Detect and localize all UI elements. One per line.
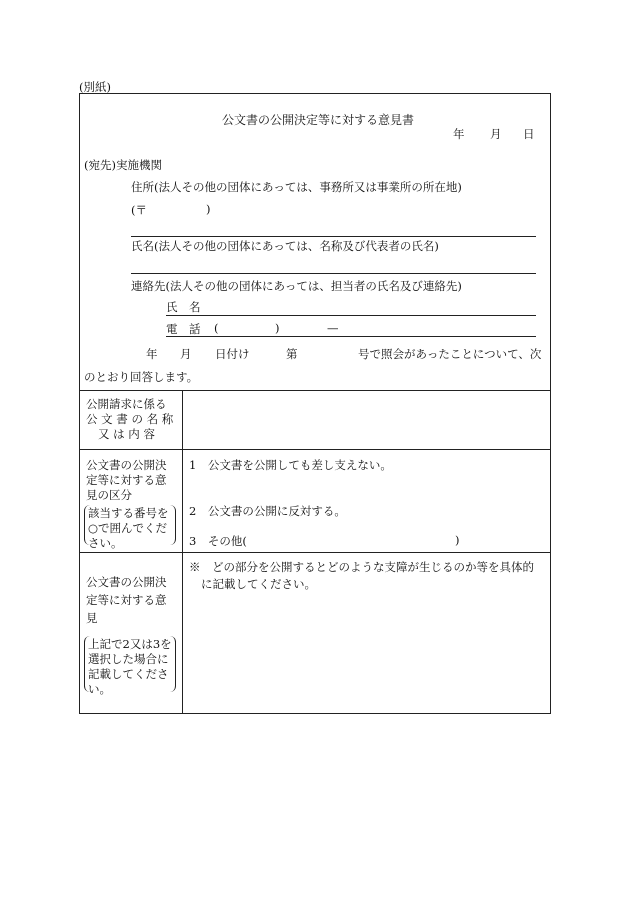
contact-person-label: 氏 名 [166, 300, 201, 314]
date-month: 月 [490, 127, 502, 141]
reference-line1-tail: 号で照会があったことについて、次 [358, 347, 542, 361]
phone-dash: — [327, 321, 339, 335]
column-divider [182, 390, 183, 714]
classification-note: 該当する番号を○で囲んでください。 [84, 505, 176, 545]
name-label: 氏名(法人その他の団体にあっては、名称及び代表者の氏名) [131, 239, 439, 253]
contact-phone-label: 電 話 [166, 322, 201, 336]
opinion-label-2: 定等に対する意 [86, 593, 167, 607]
reference-year: 年 [146, 347, 158, 361]
option-3: 3 その他( [189, 534, 247, 548]
date-day: 日 [523, 127, 535, 141]
option-1: 1 公文書を公開しても差し支えない。 [189, 458, 392, 472]
phone-open: ( [214, 321, 219, 335]
classification-label-2: 定等に対する意 [86, 473, 167, 487]
doc-name-label-1: 公開請求に係る [86, 397, 167, 411]
reference-dated: 日付け [215, 347, 250, 361]
contact-phone-line [166, 336, 536, 337]
classification-label-1: 公文書の公開決 [86, 458, 167, 472]
opinion-note: 上記で2又は3を選択した場合に記載してください。 [84, 636, 176, 692]
postal-open: (〒 [131, 203, 147, 217]
option-2: 2 公文書の公開に反対する。 [189, 504, 346, 518]
address-label: 住所(法人その他の団体にあっては、事務所又は事業所の所在地) [131, 180, 462, 194]
reference-line2: のとおり回答します。 [84, 370, 199, 384]
postal-close: ) [206, 202, 211, 216]
opinion-label-1: 公文書の公開決 [86, 575, 167, 589]
address-line [131, 236, 536, 237]
classification-label-3: 見の区分 [86, 488, 132, 502]
opinion-instruction-2: に記載してください。 [201, 577, 316, 591]
annex-label: (別紙) [79, 80, 111, 94]
doc-name-label-2: 公 文 書 の 名 称 [86, 412, 174, 426]
opinion-label-3: 見 [86, 611, 98, 625]
row-divider-2 [79, 552, 551, 553]
name-line [131, 273, 536, 274]
doc-name-label-3: 又 は 内 容 [98, 427, 155, 441]
contact-label: 連絡先(法人その他の団体にあっては、担当者の氏名及び連絡先) [131, 279, 462, 293]
reference-month: 月 [180, 347, 192, 361]
addressee: (宛先)実施機関 [84, 158, 162, 172]
reference-number-prefix: 第 [286, 347, 298, 361]
form-title: 公文書の公開決定等に対する意見書 [222, 113, 415, 127]
option-3-close: ) [455, 533, 460, 547]
table-top-divider [79, 390, 551, 391]
row-divider-1 [79, 449, 551, 450]
phone-close: ) [275, 321, 280, 335]
contact-person-line [166, 315, 536, 316]
date-year: 年 [453, 127, 465, 141]
opinion-instruction-1: ※ どの部分を公開するとどのような支障が生じるのか等を具体的 [189, 560, 534, 574]
